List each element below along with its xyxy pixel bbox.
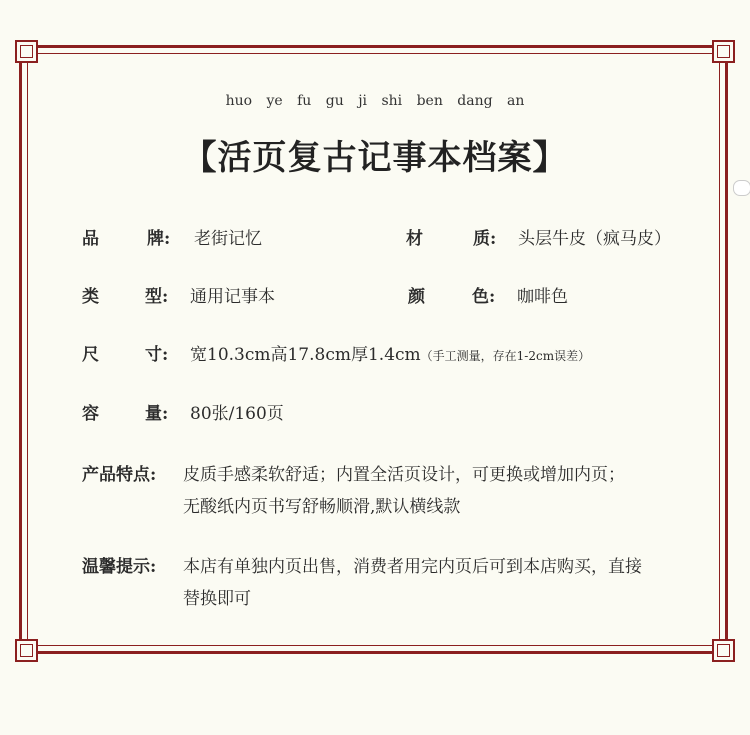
features-line-1: 皮质手感柔软舒适；内置全活页设计，可更换或增加内页； [183,465,625,485]
material-label-a: 材 [406,229,423,249]
page-title: 【活页复古记事本档案】 [182,138,568,178]
brand-label-b: 牌: [147,229,171,249]
tips-line-2: 替换即可 [183,589,251,609]
color-value: 咖啡色 [517,287,568,307]
tips-line-1: 本店有单独内页出售，消费者用完内页后可到本店购买，直接 [183,557,642,577]
corner-ornament-top-right [712,40,735,63]
type-label-a: 类 [82,287,99,307]
corner-ornament-top-left [15,40,38,63]
tips-label: 温馨提示: [82,557,157,577]
capacity-label-a: 容 [82,404,99,424]
corner-ornament-bottom-right [712,639,735,662]
material-label-b: 质: [473,229,497,249]
features-line-2: 无酸纸内页书写舒畅顺滑,默认横线款 [183,497,461,517]
corner-ornament-bottom-left [15,639,38,662]
brand-value: 老街记忆 [194,229,262,249]
size-label-a: 尺 [82,345,99,365]
title-pinyin: huo ye fu gu ji shi ben dang an [225,93,525,109]
capacity-label-b: 量: [145,404,169,424]
features-label: 产品特点: [82,465,157,485]
type-value: 通用记事本 [190,287,275,307]
size-note: （手工测量，存在1-2cm误差） [420,349,591,363]
size-value-group [190,340,590,365]
size-value: 宽10.3cm高17.8cm厚1.4cm [190,345,421,365]
side-scroll-tab[interactable] [733,180,750,196]
color-label-a: 颜 [408,287,425,307]
type-label-b: 型: [145,287,169,307]
material-value: 头层牛皮（疯马皮） [518,229,671,249]
color-label-b: 色: [472,287,496,307]
size-label-b: 寸: [145,345,169,365]
capacity-value: 80张/160页 [190,404,284,424]
brand-label-a: 品 [82,229,99,249]
